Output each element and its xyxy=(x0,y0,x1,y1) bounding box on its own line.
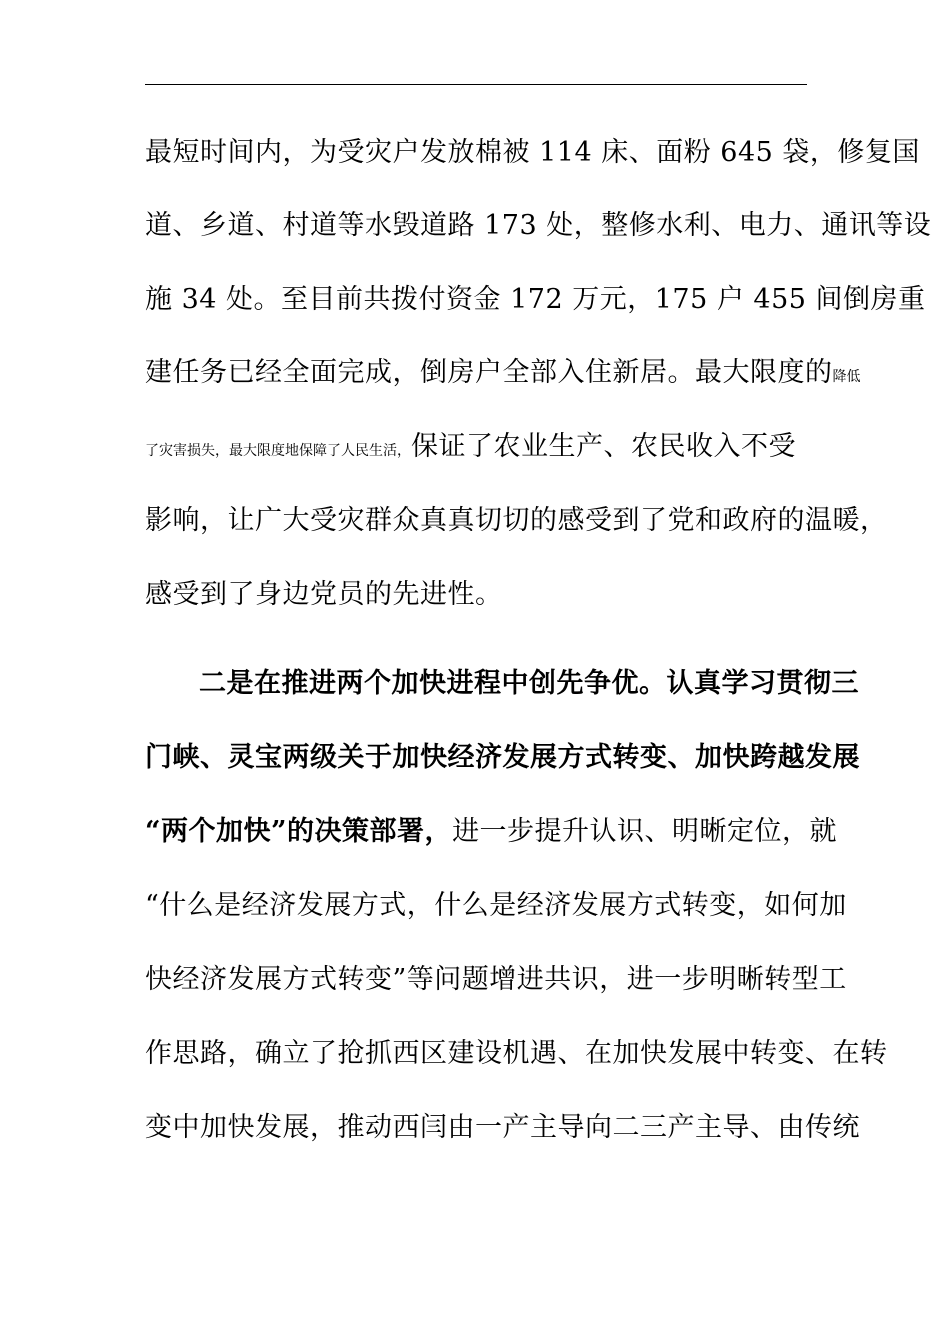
text-line: “什么是经济发展方式，什么是经济发展方式转变，如何加 xyxy=(145,890,847,921)
text-span-small: 了灾害损失，最大限度地保障了人民生活， xyxy=(145,443,411,459)
text-line-bold: 二是在推进两个加快进程中创先争优。认真学习贯彻三 xyxy=(199,668,859,699)
text-line: 最短时间内，为受灾户发放棉被 114 床、面粉 645 袋，修复国 xyxy=(145,137,920,168)
text-line: 施 34 处。至目前共拨付资金 172 万元，175 户 455 间倒房重 xyxy=(145,284,926,315)
text-line: 变中加快发展，推动西闫由一产主导向二三产主导、由传统 xyxy=(145,1112,860,1143)
text-span: 建任务已经全面完成，倒房户全部入住新居。最大限度的 xyxy=(145,357,833,388)
text-line-bold: 门峡、灵宝两级关于加快经济发展方式转变、加快跨越发展 xyxy=(145,742,860,773)
text-line: 作思路，确立了抢抓西区建设机遇、在加快发展中转变、在转 xyxy=(145,1038,888,1069)
header-rule xyxy=(145,84,807,85)
text-line xyxy=(145,812,838,852)
text-line xyxy=(145,353,861,393)
text-line: 影响，让广大受灾群众真真切切的感受到了党和政府的温暖， xyxy=(145,505,888,536)
text-line: 快经济发展方式转变”等问题增进共识，进一步明晰转型工 xyxy=(145,964,847,995)
text-line: 感受到了身边党员的先进性。 xyxy=(145,579,503,610)
text-span-bold: “两个加快”的决策部署， xyxy=(145,816,453,847)
text-line: 道、乡道、村道等水毁道路 173 处，整修水利、电力、通讯等设 xyxy=(145,210,932,241)
text-span: 进一步提升认识、明晰定位，就 xyxy=(452,816,838,847)
text-span-small: 降低 xyxy=(832,369,861,385)
text-line xyxy=(145,427,825,467)
text-span: 保证了农业生产、农民收入不受 xyxy=(411,431,796,462)
